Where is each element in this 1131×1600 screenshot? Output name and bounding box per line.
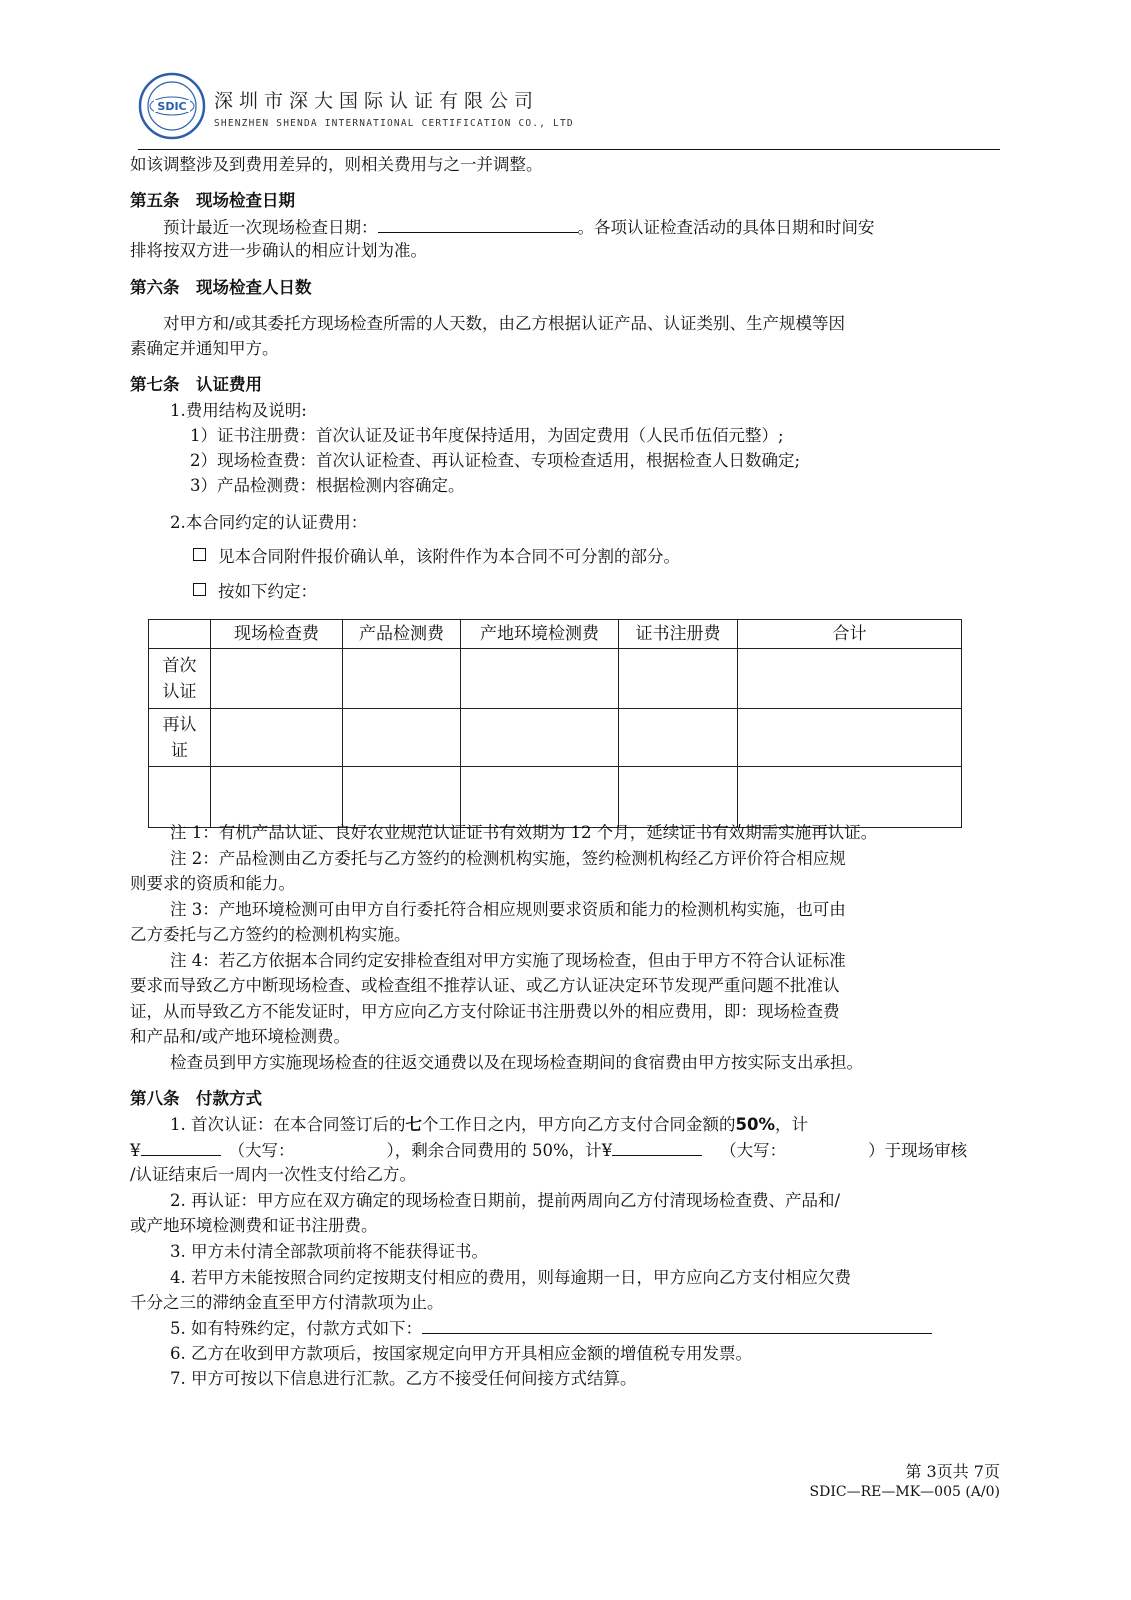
svg-text:SDIC: SDIC [157,100,187,113]
payment-item-4-line-2: 千分之三的滞纳金直至甲方付清款项为止。 [130,1293,444,1312]
note-4-line-4: 和产品和/或产地环境检测费。 [130,1027,351,1046]
option-as-follows [193,581,317,603]
pay-text: 5. 如有特殊约定，付款方式如下： [170,1319,422,1338]
table-cell[interactable] [343,649,461,709]
table-header-cell: 现场检查费 [211,620,343,649]
company-name-cn: 深圳市深大国际认证有限公司 [214,90,540,112]
pay-text: ）于现场审核 [868,1141,968,1160]
payment-item-2-line-1: 2. 再认证：甲方应在双方确定的现场检查日期前，提前两周向乙方付清现场检查费、产品和/ [170,1191,841,1210]
article-8-title: 第八条 付款方式 [130,1089,262,1108]
table-cell[interactable] [619,709,738,767]
table-cell[interactable] [738,709,962,767]
payment-item-3: 3. 甲方未付清全部款项前将不能获得证书。 [170,1242,488,1261]
pay-text: ，计 [775,1115,808,1134]
table-row [149,649,962,709]
pay-days-bold: 七 [405,1115,422,1134]
amount-blank-2 [612,1139,702,1156]
pay-text: ），剩余合同费用的 50%，计¥ [386,1141,613,1160]
table-cell[interactable] [343,709,461,767]
fee-structure-heading: 1.费用结构及说明: [170,401,307,420]
table-cell[interactable] [211,709,343,767]
table-header-cell: 产品检测费 [343,620,461,649]
pay-text: 个工作日之内，甲方向乙方支付合同金额的 [422,1115,736,1134]
note-4-line-1: 注 4：若乙方依据本合同约定安排检查组对甲方实施了现场检查，但由于甲方不符合认证标准 [170,951,846,970]
agreed-fee-heading: 2.本合同约定的认证费用： [170,513,368,532]
article-5-line-2: 排将按双方进一步确认的相应计划为准。 [130,241,427,260]
table-cell[interactable] [211,767,343,828]
amount-blank-1 [141,1139,221,1156]
attachment-checkbox[interactable] [193,548,206,561]
option-attachment-label: 见本合同附件报价确认单，该附件作为本合同不可分割的部分。 [218,547,680,566]
fee-item-2: 2）现场检查费：首次认证检查、再认证检查、专项检查适用，根据检查人日数确定; [190,451,801,470]
page-number: 第 3页共 7页 [905,1462,1000,1481]
payment-item-2-line-2: 或产地环境检测费和证书注册费。 [130,1216,378,1235]
table-cell[interactable] [738,649,962,709]
article-5-line-1 [163,216,875,239]
intro-line: 如该调整涉及到费用差异的，则相关费用与之一并调整。 [130,155,543,174]
document-code: SDIC—RE—MK—005 (A/0) [809,1484,1000,1500]
payment-item-7: 7. 甲方可按以下信息进行汇款。乙方不接受任何间接方式结算。 [170,1369,637,1388]
pay-percent-bold: 50% [735,1115,775,1134]
table-cell[interactable] [211,649,343,709]
row-label [149,767,211,828]
row-label [149,709,211,767]
note-2-line-1: 注 2：产品检测由乙方委托与乙方签约的检测机构实施，签约检测机构经乙方评价符合相应规 [170,849,846,868]
special-terms-blank [422,1317,932,1334]
article-7-title: 第七条 认证费用 [130,375,262,394]
payment-item-1-line-2 [130,1139,967,1162]
payment-item-4-line-1: 4. 若甲方未能按照合同约定按期支付相应的费用，则每逾期一日，甲方应向乙方支付相应欠费 [170,1268,851,1287]
table-cell[interactable] [461,767,619,828]
pay-text: （大写： [720,1141,787,1160]
option-attachment [193,546,680,568]
row-label-line: 证 [171,740,188,761]
article-6-title: 第六条 现场检查人日数 [130,278,312,297]
note-3-line-1: 注 3：产地环境检测可由甲方自行委托符合相应规则要求资质和能力的检测机构实施，也可由 [170,900,846,919]
company-name-en: SHENZHEN SHENDA INTERNATIONAL CERTIFICATION CO., LTD [214,118,574,129]
note-3-line-2: 乙方委托与乙方签约的检测机构实施。 [130,925,411,944]
fee-item-3: 3）产品检测费：根据检测内容确定。 [190,476,465,495]
inspection-date-blank [378,216,578,233]
article-6-line-1: 对甲方和/或其委托方现场检查所需的人天数，由乙方根据认证产品、认证类别、生产规模等因 [163,314,846,333]
table-header-cell [149,620,211,649]
table-row [149,709,962,767]
pay-text: 1. 首次认证：在本合同签订后的 [170,1115,406,1134]
company-logo [138,72,206,140]
table-cell[interactable] [619,649,738,709]
fee-table [148,619,962,828]
note-2-line-2: 则要求的资质和能力。 [130,874,295,893]
travel-expense-note: 检查员到甲方实施现场检查的往返交通费以及在现场检查期间的食宿费由甲方按实际支出承担。 [170,1053,863,1072]
table-cell[interactable] [461,649,619,709]
fee-item-1: 1）证书注册费：首次认证及证书年度保持适用，为固定费用（人民币伍佰元整）; [190,426,784,445]
table-cell[interactable] [738,767,962,828]
payment-item-1-line-3: /认证结束后一周内一次性支付给乙方。 [130,1165,417,1184]
option-as-follows-label: 按如下约定： [218,582,317,601]
page-header [138,72,1000,150]
table-cell[interactable] [619,767,738,828]
art5-text-a: 预计最近一次现场检查日期： [163,218,378,237]
payment-item-5 [170,1317,932,1340]
row-label-line: 认证 [162,681,197,702]
row-label-line: 再认 [162,714,197,735]
table-cell[interactable] [461,709,619,767]
table-cell[interactable] [343,767,461,828]
fee-table-header [149,620,962,649]
art5-text-b: 。各项认证检查活动的具体日期和时间安 [577,218,875,237]
row-label-line: 首次 [162,655,197,676]
table-header-cell: 证书注册费 [619,620,738,649]
article-5-title: 第五条 现场检查日期 [130,191,295,210]
note-4-line-3: 证，从而导致乙方不能发证时，甲方应向乙方支付除证书注册费以外的相应费用，即：现场检查费 [130,1002,840,1021]
note-1: 注 1：有机产品认证、良好农业规范认证证书有效期为 12 个月，延续证书有效期需实施再认证。 [170,823,878,842]
as-follows-checkbox[interactable] [193,583,206,596]
table-header-cell: 合计 [738,620,962,649]
payment-item-1-line-1 [170,1114,808,1136]
pay-text: （大写： [228,1141,295,1160]
row-label [149,649,211,709]
table-header-cell: 产地环境检测费 [461,620,619,649]
table-row [149,767,962,828]
note-4-line-2: 要求而导致乙方中断现场检查、或检查组不推荐认证、或乙方认证决定环节发现严重问题不批准认 [130,976,840,995]
pay-text: ¥ [130,1141,141,1160]
article-6-line-2: 素确定并通知甲方。 [130,339,279,358]
payment-item-6: 6. 乙方在收到甲方款项后，按国家规定向甲方开具相应金额的增值税专用发票。 [170,1344,752,1363]
